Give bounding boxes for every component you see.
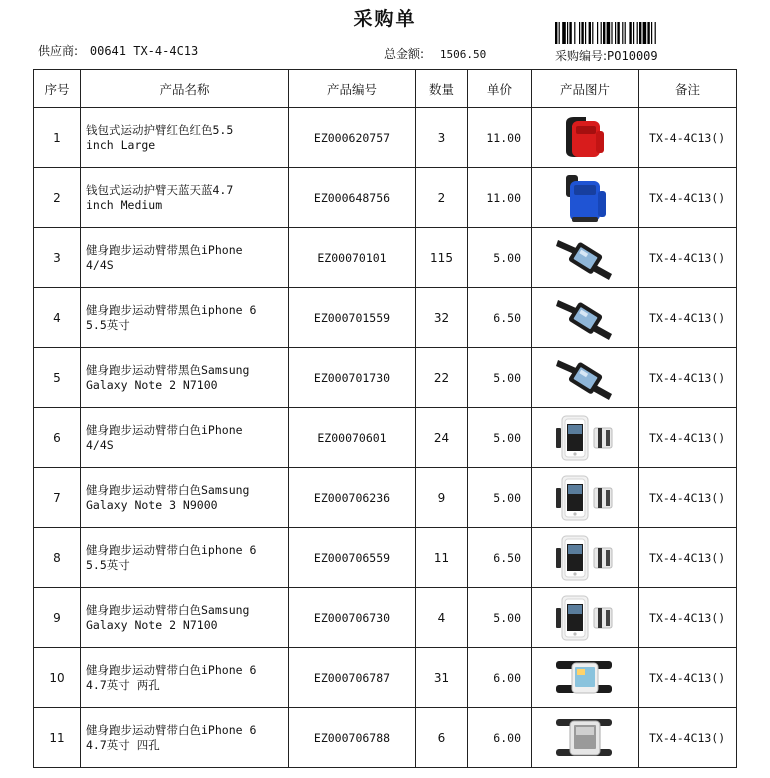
cell-quantity: 11	[416, 528, 468, 588]
cell-quantity: 9	[416, 468, 468, 528]
product-name-line1: 健身跑步运动臂带白色iPhone	[86, 422, 243, 437]
cell-product-name	[81, 408, 289, 468]
cell-seq: 9	[34, 588, 81, 648]
barcode	[555, 22, 695, 44]
cell-product-name	[81, 648, 289, 708]
cell-unit-price: 6.50	[468, 528, 532, 588]
cell-note: TX-4-4C13()	[639, 348, 737, 408]
product-name-line2: inch Medium	[86, 197, 163, 212]
table-row	[34, 588, 737, 648]
cell-quantity: 6	[416, 708, 468, 768]
col-header-name: 产品名称	[81, 70, 289, 108]
supplier-value: 00641 TX-4-4C13	[89, 44, 199, 58]
product-name-line2: 5.5英寸	[86, 317, 130, 332]
cell-note: TX-4-4C13()	[639, 528, 737, 588]
product-name-line1: 健身跑步运动臂带白色iPhone 6	[86, 662, 257, 677]
product-name-line1: 健身跑步运动臂带白色iphone 6	[86, 542, 257, 557]
product-name-line2: Galaxy Note 3 N9000	[86, 497, 218, 512]
supplier-label: 供应商:	[38, 44, 79, 58]
cell-product-code: EZ000706559	[289, 528, 416, 588]
cell-note: TX-4-4C13()	[639, 168, 737, 228]
product-name-line1: 钱包式运动护臂红色红色5.5	[86, 122, 234, 137]
cell-note: TX-4-4C13()	[639, 468, 737, 528]
cell-seq: 5	[34, 348, 81, 408]
cell-seq: 3	[34, 228, 81, 288]
product-image	[532, 294, 638, 342]
cell-product-code: EZ000648756	[289, 168, 416, 228]
cell-product-code: EZ000620757	[289, 108, 416, 168]
cell-quantity: 115	[416, 228, 468, 288]
cell-product-image	[532, 168, 639, 228]
cell-unit-price: 5.00	[468, 408, 532, 468]
table-row	[34, 708, 737, 768]
col-header-code: 产品编号	[289, 70, 416, 108]
table-row	[34, 168, 737, 228]
total-label: 总金额:	[384, 47, 425, 61]
product-image	[532, 354, 638, 402]
product-name-line1: 健身跑步运动臂带白色Samsung	[86, 482, 250, 497]
cell-quantity: 3	[416, 108, 468, 168]
document-title: 采购单	[353, 8, 417, 30]
product-image	[532, 594, 638, 642]
cell-seq: 8	[34, 528, 81, 588]
cell-seq: 1	[34, 108, 81, 168]
cell-unit-price: 5.00	[468, 228, 532, 288]
cell-product-code: EZ000706788	[289, 708, 416, 768]
cell-product-name	[81, 168, 289, 228]
cell-product-name	[81, 348, 289, 408]
table-row	[34, 228, 737, 288]
product-image	[532, 534, 638, 582]
cell-note: TX-4-4C13()	[639, 108, 737, 168]
po-value: PO10009	[607, 49, 658, 63]
product-name-line2: 4/4S	[86, 437, 114, 452]
cell-seq: 4	[34, 288, 81, 348]
product-image	[532, 715, 638, 761]
cell-product-name	[81, 588, 289, 648]
cell-note: TX-4-4C13()	[639, 648, 737, 708]
po-label: 采购编号:	[555, 49, 608, 63]
product-name-line1: 钱包式运动护臂天蓝天蓝4.7	[86, 182, 234, 197]
cell-quantity: 24	[416, 408, 468, 468]
purchase-order-table	[33, 69, 737, 768]
cell-product-code: EZ000706787	[289, 648, 416, 708]
cell-quantity: 4	[416, 588, 468, 648]
cell-note: TX-4-4C13()	[639, 588, 737, 648]
cell-note: TX-4-4C13()	[639, 408, 737, 468]
table-row	[34, 288, 737, 348]
cell-product-code: EZ000706730	[289, 588, 416, 648]
product-name-line2: inch Large	[86, 137, 156, 152]
cell-seq: 11	[34, 708, 81, 768]
col-header-note: 备注	[639, 70, 737, 108]
cell-note: TX-4-4C13()	[639, 228, 737, 288]
product-image	[532, 171, 638, 225]
po-number	[555, 47, 658, 64]
cell-unit-price: 5.00	[468, 588, 532, 648]
cell-unit-price: 6.00	[468, 648, 532, 708]
col-header-seq: 序号	[34, 70, 81, 108]
product-name-line1: 健身跑步运动臂带黑色Samsung	[86, 362, 250, 377]
cell-seq: 6	[34, 408, 81, 468]
cell-product-code: EZ00070101	[289, 228, 416, 288]
cell-product-code: EZ00070601	[289, 408, 416, 468]
product-name-line1: 健身跑步运动臂带白色iPhone 6	[86, 722, 257, 737]
table-header-row	[34, 70, 737, 108]
product-image	[532, 474, 638, 522]
cell-unit-price: 6.50	[468, 288, 532, 348]
product-image	[532, 414, 638, 462]
cell-unit-price: 11.00	[468, 168, 532, 228]
cell-product-name	[81, 708, 289, 768]
col-header-price: 单价	[468, 70, 532, 108]
cell-product-image	[532, 108, 639, 168]
product-name-line1: 健身跑步运动臂带白色Samsung	[86, 602, 250, 617]
cell-unit-price: 5.00	[468, 348, 532, 408]
cell-product-image	[532, 228, 639, 288]
cell-note: TX-4-4C13()	[639, 708, 737, 768]
table-row	[34, 408, 737, 468]
cell-unit-price: 11.00	[468, 108, 532, 168]
table-row	[34, 468, 737, 528]
total-value: 1506.50	[439, 48, 487, 61]
cell-product-code: EZ000701559	[289, 288, 416, 348]
cell-quantity: 31	[416, 648, 468, 708]
product-name-line1: 健身跑步运动臂带黑色iphone 6	[86, 302, 257, 317]
cell-quantity: 2	[416, 168, 468, 228]
cell-seq: 10	[34, 648, 81, 708]
cell-unit-price: 6.00	[468, 708, 532, 768]
cell-product-name	[81, 288, 289, 348]
product-name-line2: Galaxy Note 2 N7100	[86, 377, 218, 392]
cell-seq: 7	[34, 468, 81, 528]
col-header-qty: 数量	[416, 70, 468, 108]
product-image	[532, 113, 638, 163]
cell-product-image	[532, 588, 639, 648]
cell-product-image	[532, 708, 639, 768]
product-name-line1: 健身跑步运动臂带黑色iPhone	[86, 242, 243, 257]
product-image	[532, 234, 638, 282]
product-name-line2: 5.5英寸	[86, 557, 130, 572]
supplier-info	[38, 42, 198, 59]
cell-product-image	[532, 648, 639, 708]
cell-seq: 2	[34, 168, 81, 228]
cell-product-image	[532, 348, 639, 408]
col-header-image: 产品图片	[532, 70, 639, 108]
cell-product-image	[532, 468, 639, 528]
cell-product-name	[81, 228, 289, 288]
cell-product-name	[81, 108, 289, 168]
table-row	[34, 528, 737, 588]
cell-product-code: EZ000706236	[289, 468, 416, 528]
table-row	[34, 348, 737, 408]
cell-product-name	[81, 468, 289, 528]
product-name-line2: Galaxy Note 2 N7100	[86, 617, 218, 632]
cell-product-image	[532, 528, 639, 588]
product-name-line2: 4/4S	[86, 257, 114, 272]
total-amount	[384, 45, 486, 62]
table-row	[34, 648, 737, 708]
cell-product-image	[532, 288, 639, 348]
cell-product-code: EZ000701730	[289, 348, 416, 408]
cell-product-name	[81, 528, 289, 588]
product-name-line2: 4.7英寸 四孔	[86, 737, 160, 752]
table-row	[34, 108, 737, 168]
cell-product-image	[532, 408, 639, 468]
cell-unit-price: 5.00	[468, 468, 532, 528]
cell-quantity: 22	[416, 348, 468, 408]
product-name-line2: 4.7英寸 两孔	[86, 677, 160, 692]
product-image	[532, 655, 638, 701]
cell-note: TX-4-4C13()	[639, 288, 737, 348]
cell-quantity: 32	[416, 288, 468, 348]
